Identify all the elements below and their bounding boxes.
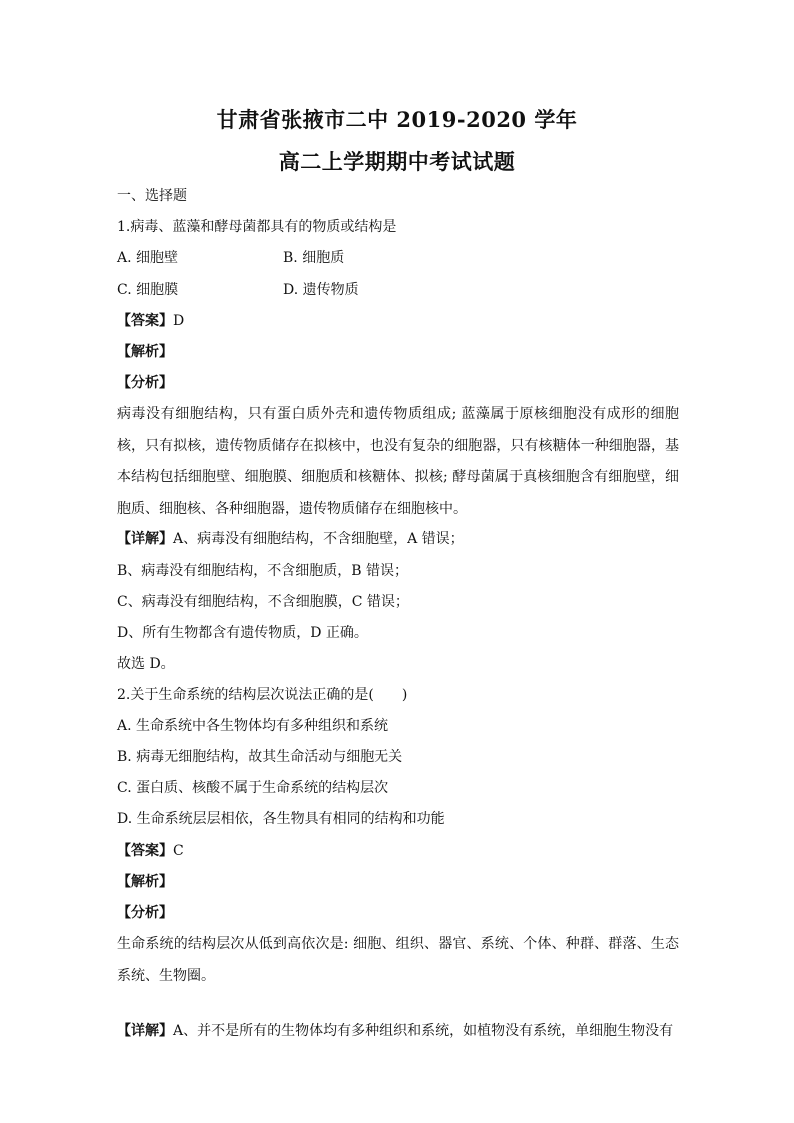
q2-analysis-tag: 【解析】 <box>117 874 173 890</box>
section-heading: 一、选择题 <box>117 188 187 204</box>
answer-tag: 【答案】 <box>117 843 173 859</box>
q1-option-a: A. 细胞壁 <box>117 250 179 266</box>
answer-tag: 【答案】 <box>117 313 173 329</box>
q2-fenxi-tag: 【分析】 <box>117 905 173 921</box>
q1-detail-b: B、病毒没有细胞结构，不含细胞质，B 错误； <box>117 563 409 579</box>
answer-value: D <box>173 313 185 329</box>
q1-option-c: C. 细胞膜 <box>117 282 179 298</box>
detail-tag: 【详解】 <box>117 1023 173 1039</box>
q2-detail-a <box>117 1021 673 1041</box>
q1-answer <box>117 311 184 331</box>
detail-text: A、病毒没有细胞结构，不含细胞壁，A 错误； <box>173 531 464 547</box>
q1-analysis-tag: 【解析】 <box>117 344 173 360</box>
doc-title-line2: 高二上学期期中考试试题 <box>278 149 516 174</box>
q2-option-a: A. 生命系统中各生物体均有多种组织和系统 <box>117 718 389 734</box>
doc-title-line1: 甘肃省张掖市二中 2019-2020 学年 <box>216 107 578 132</box>
answer-value: C <box>173 843 184 859</box>
q1-detail-c: C、病毒没有细胞结构，不含细胞膜，C 错误； <box>117 594 409 610</box>
q2-stem: 2.关于生命系统的结构层次说法正确的是( ) <box>117 687 408 703</box>
q1-stem: 1.病毒、蓝藻和酵母菌都具有的物质或结构是 <box>117 219 397 235</box>
q1-detail-d: D、所有生物都含有遗传物质，D 正确。 <box>117 625 368 641</box>
q1-fenxi-text: 病毒没有细胞结构，只有蛋白质外壳和遗传物质组成; 蓝藻属于原核细胞没有成形的细胞核，只有拟核，遗传物质储存在拟核中，也没有复杂的细胞器，只有核糖体一种细胞器，基本结构包括细胞壁、细胞膜、细胞质和核糖体、拟核; 酵母菌属于真核细胞含有细胞壁，细胞质、细胞核、各种细胞器，遗传物质储存在细胞核中。 <box>117 406 679 517</box>
q2-answer <box>117 841 184 861</box>
q1-option-b: B. 细胞质 <box>283 250 345 266</box>
q2-fenxi-text: 生命系统的结构层次从低到高依次是: 细胞、组织、器官、系统、个体、种群、群落、生态系统、生物圈。 <box>117 936 679 984</box>
q2-option-d: D. 生命系统层层相依，各生物具有相同的结构和功能 <box>117 811 445 827</box>
q1-fenxi-tag: 【分析】 <box>117 375 173 391</box>
q1-option-d: D. 遗传物质 <box>283 282 359 298</box>
q1-conclusion: 故选 D。 <box>117 656 175 672</box>
detail-tag: 【详解】 <box>117 531 173 547</box>
detail-text: A、并不是所有的生物体均有多种组织和系统，如植物没有系统，单细胞生物没有 <box>173 1023 674 1039</box>
q2-option-c: C. 蛋白质、核酸不属于生命系统的结构层次 <box>117 780 389 796</box>
q2-option-b: B. 病毒无细胞结构，故其生命活动与细胞无关 <box>117 749 403 765</box>
q1-detail-a <box>117 529 464 549</box>
